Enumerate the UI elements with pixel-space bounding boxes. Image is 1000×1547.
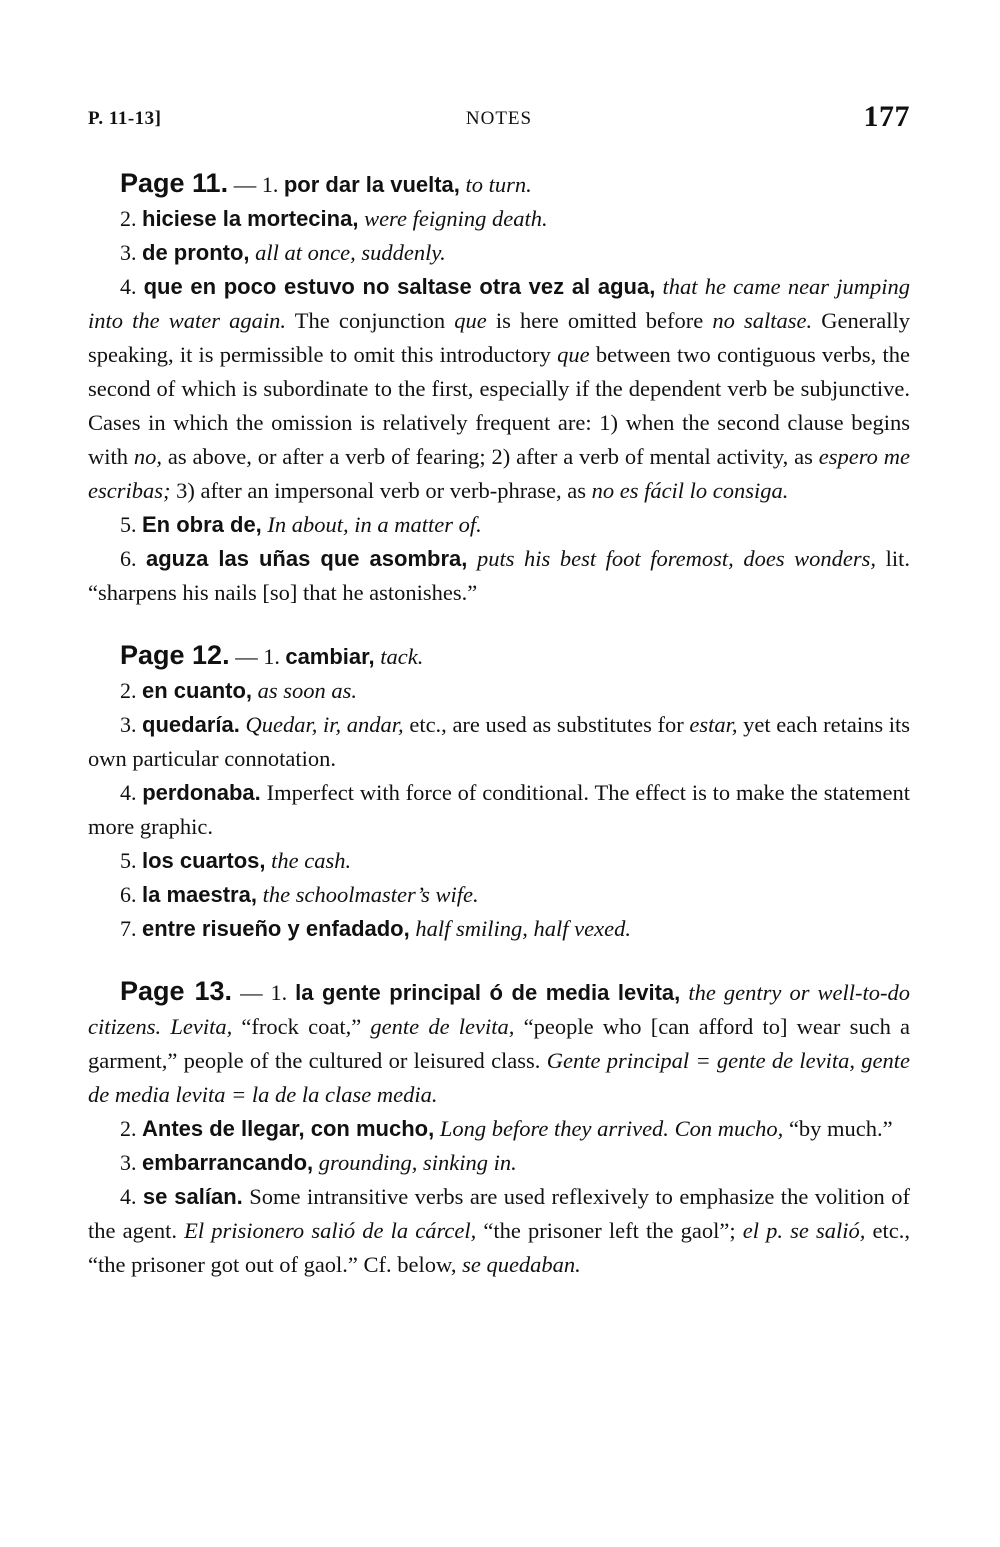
section-label: Page 13. <box>120 976 233 1006</box>
note-gloss: the schoolmaster’s wife. <box>262 882 479 907</box>
section-label: Page 12. <box>120 640 230 670</box>
note-number: 2. <box>120 1116 142 1141</box>
note-text <box>655 274 662 299</box>
note-gloss: In about, in a matter of. <box>267 512 482 537</box>
note-number: 6. <box>120 882 142 907</box>
note-gloss: que <box>557 342 590 367</box>
note-gloss: as soon as. <box>257 678 358 703</box>
note-number: 4. <box>120 780 143 805</box>
note-gloss: Gente principal = gente de levita, gente de media levita = la de la clase media. <box>88 1048 910 1107</box>
note-gloss: to turn. <box>465 172 532 197</box>
note-gloss: estar, <box>689 712 738 737</box>
note-gloss: the cash. <box>271 848 352 873</box>
note-text: etc., are used as substitutes for <box>403 712 690 737</box>
note-gloss: Quedar, ir, andar, <box>245 712 404 737</box>
running-header <box>88 100 910 140</box>
note-item <box>88 878 910 912</box>
note-text <box>467 546 477 571</box>
note-term: Antes de llegar, con mucho, <box>142 1116 435 1141</box>
note-term: de pronto, <box>142 240 250 265</box>
note-text: Generally speaking, it is permissible to omit this introductory <box>88 308 910 367</box>
note-item <box>88 912 910 946</box>
note-text: The conjunction <box>286 308 455 333</box>
note-text: is here omitted before <box>486 308 713 333</box>
note-gloss: espero me escribas; <box>88 444 910 503</box>
note-item <box>88 638 910 674</box>
note-term: los cuartos, <box>142 848 266 873</box>
note-term: entre risueño y enfadado, <box>142 916 410 941</box>
note-number: 3. <box>120 1150 142 1175</box>
note-term: hiciese la mortecina, <box>142 206 359 231</box>
note-gloss: El prisionero salió de la cárcel, <box>184 1218 477 1243</box>
note-item <box>88 166 910 202</box>
note-text: “people who [can afford to] wear such a garment,” people of the cultured or leisured class. <box>88 1014 911 1073</box>
note-item <box>88 1180 910 1282</box>
notes-page <box>88 100 910 1282</box>
header-title: NOTES <box>465 108 533 129</box>
note-number: 3. <box>120 240 142 265</box>
section-dash: — <box>229 644 264 669</box>
note-gloss: no saltase. <box>712 308 813 333</box>
note-term: por dar la vuelta, <box>283 172 460 197</box>
note-number: 6. <box>120 546 146 571</box>
note-term: la gente principal ó de media levita, <box>295 980 681 1005</box>
note-gloss: half smiling, half vexed. <box>415 916 631 941</box>
note-gloss: were feigning death. <box>364 206 548 231</box>
note-term: perdonaba. <box>142 780 261 805</box>
note-item <box>88 508 910 542</box>
note-item <box>88 270 910 508</box>
note-term: que en poco estuvo no saltase otra vez al agua, <box>143 274 656 299</box>
note-section <box>88 638 910 946</box>
note-gloss: que <box>454 308 487 333</box>
note-gloss: tack. <box>380 644 424 669</box>
note-text: Imperfect with force of conditional. The effect is to make the statement more graphic. <box>88 780 910 839</box>
note-gloss: grounding, sinking in. <box>318 1150 517 1175</box>
notes-body <box>88 166 910 1282</box>
note-gloss: gente de levita, <box>370 1014 515 1039</box>
note-item <box>88 674 910 708</box>
note-number: 3. <box>120 712 143 737</box>
note-term: embarrancando, <box>142 1150 314 1175</box>
note-text: etc., “the prisoner got out of gaol.” Cf. below, <box>88 1218 911 1277</box>
note-text: as above, or after a verb of fearing; 2) after a verb of mental activity, as <box>162 444 819 469</box>
note-gloss: no es fácil lo consiga. <box>591 478 789 503</box>
note-item <box>88 844 910 878</box>
note-text: Some intransitive verbs are used reflexively to emphasize the volition of the agent. <box>88 1184 910 1243</box>
note-gloss: no, <box>133 444 162 469</box>
note-text: “the prisoner left the gaol”; <box>476 1218 743 1243</box>
note-number: 1. <box>261 172 284 197</box>
note-number: 1. <box>263 644 286 669</box>
note-gloss: Con mucho, <box>674 1116 784 1141</box>
note-term: cambiar, <box>285 644 375 669</box>
note-text: “by much.” <box>783 1116 893 1141</box>
note-gloss: Long before they arrived. <box>439 1116 669 1141</box>
note-gloss: all at once, suddenly. <box>255 240 446 265</box>
note-term: se salían. <box>142 1184 243 1209</box>
section-dash: — <box>228 172 262 197</box>
note-number: 2. <box>120 678 142 703</box>
note-number: 4. <box>120 274 144 299</box>
section-dash: — <box>232 980 271 1005</box>
note-text: “frock coat,” <box>232 1014 371 1039</box>
note-item <box>88 236 910 270</box>
note-item <box>88 542 910 610</box>
note-term: en cuanto, <box>142 678 253 703</box>
page-range: P. 11-13] <box>88 108 162 129</box>
note-number: 5. <box>120 512 142 537</box>
note-gloss: puts his best foot foremost, does wonders, <box>476 546 877 571</box>
note-gloss: that he came near jumping into the water again. <box>88 274 911 333</box>
note-item <box>88 1112 910 1146</box>
note-term: quedaría. <box>142 712 240 737</box>
note-item <box>88 1146 910 1180</box>
note-number: 5. <box>120 848 142 873</box>
note-term: la maestra, <box>142 882 257 907</box>
note-item <box>88 202 910 236</box>
note-item <box>88 708 910 776</box>
note-text <box>161 1014 170 1039</box>
note-text: between two contiguous verbs, the second of which is subordinate to the first, especially if the dependent verb be subjunctive. Cases in which the omission is relatively frequent are: 1) when the second clause begins with <box>88 342 910 469</box>
note-number: 2. <box>120 206 142 231</box>
note-gloss: Levita, <box>170 1014 233 1039</box>
note-gloss: the gentry or well-to-do citizens. <box>88 980 910 1039</box>
note-number: 7. <box>120 916 142 941</box>
note-text: yet each retains its own particular connotation. <box>88 712 911 771</box>
note-number: 1. <box>270 980 296 1005</box>
note-term: aguza las uñas que asombra, <box>145 546 468 571</box>
note-term: En obra de, <box>142 512 262 537</box>
note-item <box>88 776 910 844</box>
note-section <box>88 166 910 610</box>
note-gloss: se quedaban. <box>462 1252 581 1277</box>
note-text: 3) after an impersonal verb or verb-phrase, as <box>170 478 592 503</box>
note-text: lit. “sharpens his nails [so] that he astonishes.” <box>88 546 911 605</box>
section-label: Page 11. <box>120 168 229 198</box>
note-section <box>88 974 910 1282</box>
note-gloss: el p. se salió, <box>742 1218 866 1243</box>
note-item <box>88 974 910 1112</box>
note-number: 4. <box>120 1184 143 1209</box>
page-number: 177 <box>863 100 910 133</box>
